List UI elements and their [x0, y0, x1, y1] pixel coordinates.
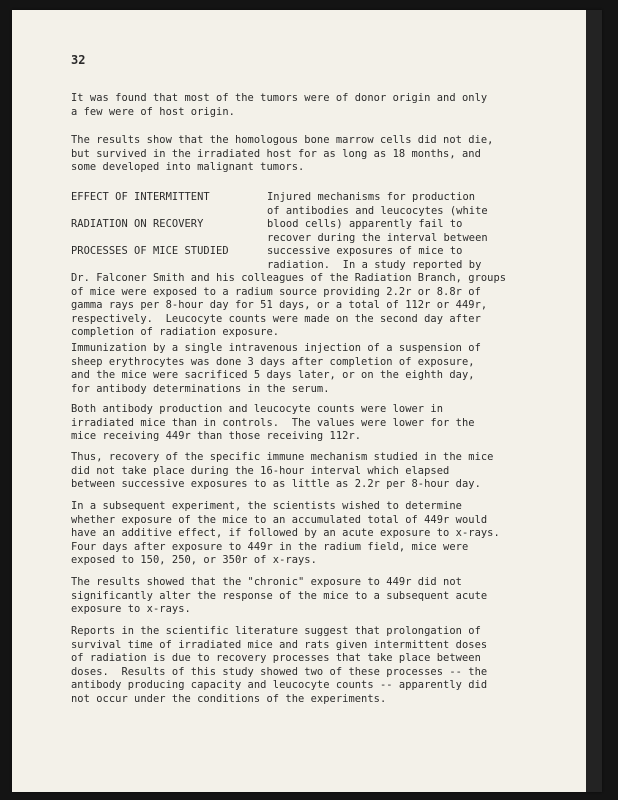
section-heading-line-3: PROCESSES OF MICE STUDIED — [71, 245, 229, 257]
section-heading-line-1: EFFECT OF INTERMITTENT — [71, 191, 210, 203]
document-page — [12, 10, 602, 792]
section-intro-text: Injured mechanisms for production of antibodies and leucocytes (white blood cells) apparently fail to recover during the interval between successive exposures of mice to radiation. In a study reported by — [267, 191, 488, 271]
paragraph-5: Both antibody production and leucocyte counts were lower in irradiated mice than in controls. The values were lower for the mice receiving 449r than those receiving 112r. — [71, 403, 475, 442]
section-heading — [71, 191, 229, 259]
paragraph-8: The results showed that the "chronic" exposure to 449r did not significantly alter the response of the mice to a subsequent acute exposure to x-rays. — [71, 576, 488, 615]
page-edge-shadow — [586, 10, 602, 792]
page-number: 32 — [71, 53, 86, 67]
paragraph-9: Reports in the scientific literature suggest that prolongation of survival time of irradiated mice and rats given intermittent doses of radiation is due to recovery processes that take place between doses. Results of this study showed two of these processes -- the antibody producing capacity and leucocyte counts -- apparently did not occur under the conditions of the experiments. — [71, 625, 488, 705]
paragraph-3: Dr. Falconer Smith and his colleagues of the Radiation Branch, groups of mice were exposed to a radium source providing 2.2r or 8.8r of gamma rays per 8-hour day for 51 days, or a total of 112r or 449r, respectively. Leucocyte counts were made on the second day after completion of radiation exposure. — [71, 272, 507, 338]
section-heading-line-2: RADIATION ON RECOVERY — [71, 218, 204, 230]
paragraph-7: In a subsequent experiment, the scientists wished to determine whether exposure of the mice to an accumulated total of 449r would have an additive effect, if followed by an acute exposure to x-rays. Four days after exposure to 449r in the radium field, mice were exposed to 150, 250, or 350r of x-rays. — [71, 500, 500, 566]
paragraph-6: Thus, recovery of the specific immune mechanism studied in the mice did not take place during the 16-hour interval which elapsed between successive exposures to as little as 2.2r per 8-hour day. — [71, 451, 494, 490]
paragraph-1: It was found that most of the tumors were of donor origin and only a few were of host origin. — [71, 92, 488, 118]
paragraph-4: Immunization by a single intravenous injection of a suspension of sheep erythrocytes was done 3 days after completion of exposure, and the mice were sacrificed 5 days later, or on the eighth day, for antibody determinations in the serum. — [71, 342, 481, 395]
paragraph-2: The results show that the homologous bone marrow cells did not die, but survived in the irradiated host for as long as 18 months, and some developed into malignant tumors. — [71, 134, 494, 173]
